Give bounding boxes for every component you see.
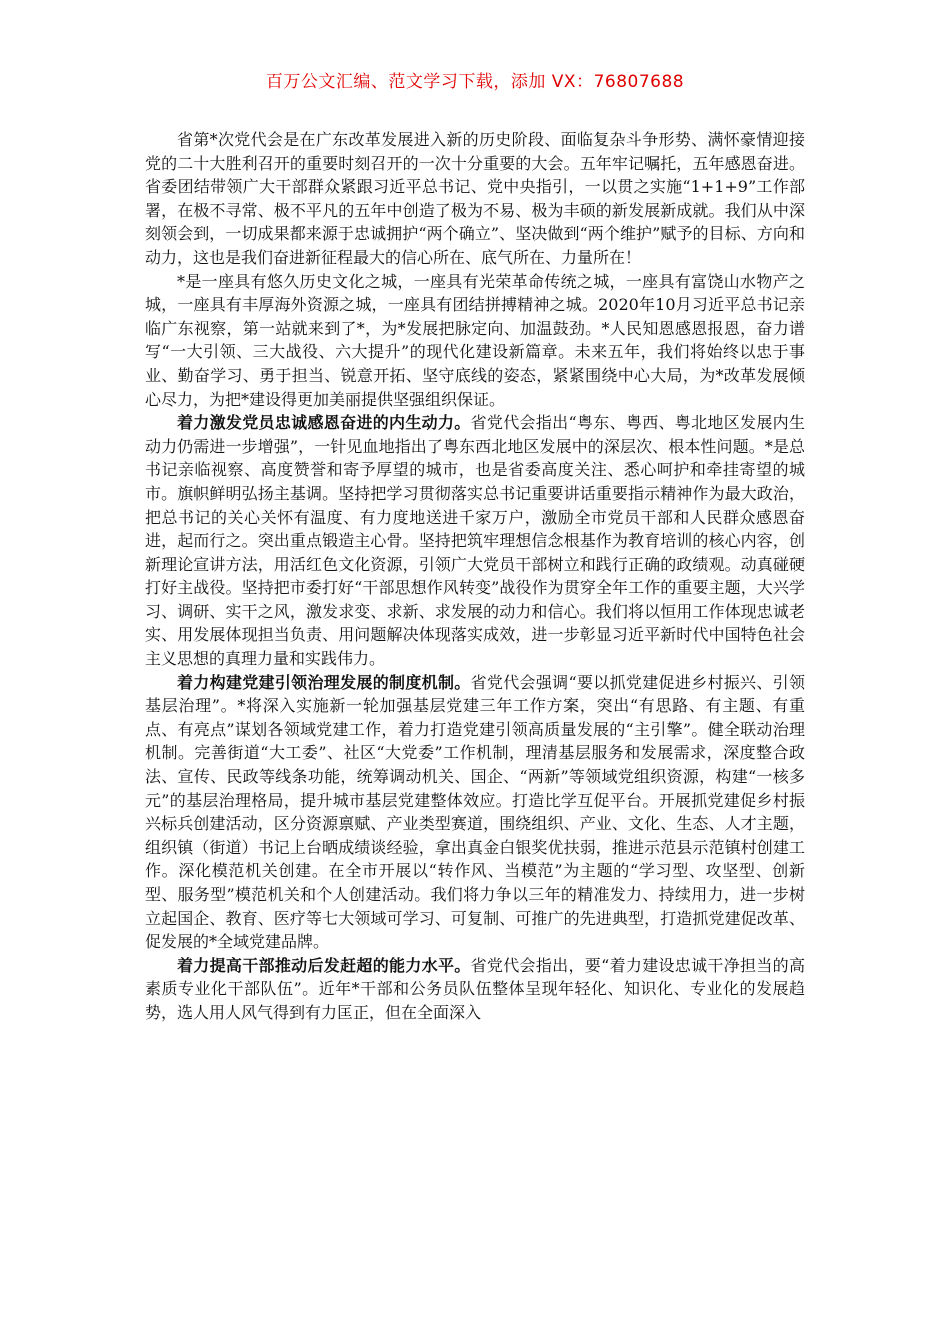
- paragraph-heading: 着力提高干部推动后发赶超的能力水平。: [177, 955, 471, 975]
- paragraph-city: [145, 270, 805, 412]
- paragraph-text: 省第*次党代会是在广东改革发展进入新的历史阶段、面临复杂斗争形势、满怀豪情迎接党的二十大胜利召开的重要时刻召开的一次十分重要的大会。五年牢记嘱托，五年感恩奋进。省委团结带领广大干部群众紧跟习近平总书记、党中央指引，一以贯之实施“1+1+9”工作部署，在极不寻常、极不平凡的五年中创造了极为不易、极为丰硕的新发展新成就。我们从中深刻领会到，一切成果都来源于忠诚拥护“两个确立”、坚决做到“两个维护”赋予的目标、方向和动力，这也是我们奋进新征程最大的信心所在、底气所在、力量所在！: [145, 130, 805, 267]
- paragraph-heading: 着力激发党员忠诚感恩奋进的内生动力。: [177, 413, 471, 433]
- document-body: [145, 128, 805, 1025]
- download-banner: 百万公文汇编、范文学习下载，添加 VX：76807688: [265, 72, 685, 92]
- paragraph-capability: [145, 954, 805, 1025]
- paragraph-text: *是一座具有悠久历史文化之城，一座具有光荣革命传统之城，一座具有富饶山水物产之城，一座具有丰厚海外资源之城，一座具有团结拼搏精神之城。2020年10月习近平总书记亲临广东视察，第一站就来到了*，为*发展把脉定向、加温鼓劲。*人民知恩感恩报恩，奋力谱写“一大引领、三大战役、六大提升”的现代化建设新篇章。未来五年，我们将始终以忠于事业、勤奋学习、勇于担当、锐意开拓、坚守底线的姿态，紧紧围绕中心大局，为*改革发展倾心尽力，为把*建设得更加美丽提供坚强组织保证。: [145, 271, 805, 409]
- paragraph-heading: 着力构建党建引领治理发展的制度机制。: [177, 672, 471, 692]
- paragraph-intro: [145, 128, 805, 270]
- paragraph-text: 省党代会指出“粤东、粤西、粤北地区发展内生动力仍需进一步增强”，一针见血地指出了粤东西北地区发展中的深层次、根本性问题。*是总书记亲临视察、高度赞誉和寄予厚望的城市，也是省委高度关注、悉心呵护和牵挂寄望的城市。旗帜鲜明弘扬主基调。坚持把学习贯彻落实总书记重要讲话重要指示精神作为最大政治，把总书记的关心关怀有温度、有力度地送进千家万户，激励全市党员干部和人民群众感恩奋进，起而行之。突出重点锻造主心骨。坚持把筑牢理想信念根基作为教育培训的核心内容，创新理论宣讲方法，用活红色文化资源，引领广大党员干部树立和践行正确的政绩观。动真碰硬打好主战役。坚持把市委打好“干部思想作风转变”战役作为贯穿全年工作的重要主题，大兴学习、调研、实干之风，激发求变、求新、求发展的动力和信心。我们将以恒用工作体现忠诚老实、用发展体现担当负责、用问题解决体现落实成效，进一步彰显习近平新时代中国特色社会主义思想的真理力量和实践伟力。: [145, 413, 805, 669]
- paragraph-motivation: [145, 411, 805, 671]
- paragraph-text: 省党代会指出，要“着力建设忠诚干净担当的高素质专业化干部队伍”。近年*干部和公务员队伍整体呈现年轻化、知识化、专业化的发展趋势，选人用人风气得到有力匡正，但在全面深入: [145, 955, 805, 1022]
- paragraph-mechanism: [145, 671, 805, 954]
- paragraph-text: 省党代会强调“要以抓党建促进乡村振兴、引领基层治理”。*将深入实施新一轮加强基层党建三年工作方案，突出“有思路、有主题、有重点、有亮点”谋划各领域党建工作，着力打造党建引领高质量发展的“主引擎”。健全联动治理机制。完善街道“大工委”、社区“大党委”工作机制，理清基层服务和发展需求，深度整合政法、宣传、民政等线条功能，统筹调动机关、国企、“两新”等领域党组织资源，构建“一核多元”的基层治理格局，提升城市基层党建整体效应。打造比学互促平台。开展抓党建促乡村振兴标兵创建活动，区分资源禀赋、产业类型赛道，围绕组织、产业、文化、生态、人才主题，组织镇（街道）书记上台晒成绩谈经验，拿出真金白银奖优扶弱，推进示范县示范镇村创建工作。深化模范机关创建。在全市开展以“转作风、当模范”为主题的“学习型、攻坚型、创新型、服务型”模范机关和个人创建活动。我们将力争以三年的精准发力、持续用力，进一步树立起国企、教育、医疗等七大领域可学习、可复制、可推广的先进典型，打造抓党建促改革、促发展的*全域党建品牌。: [145, 672, 805, 952]
